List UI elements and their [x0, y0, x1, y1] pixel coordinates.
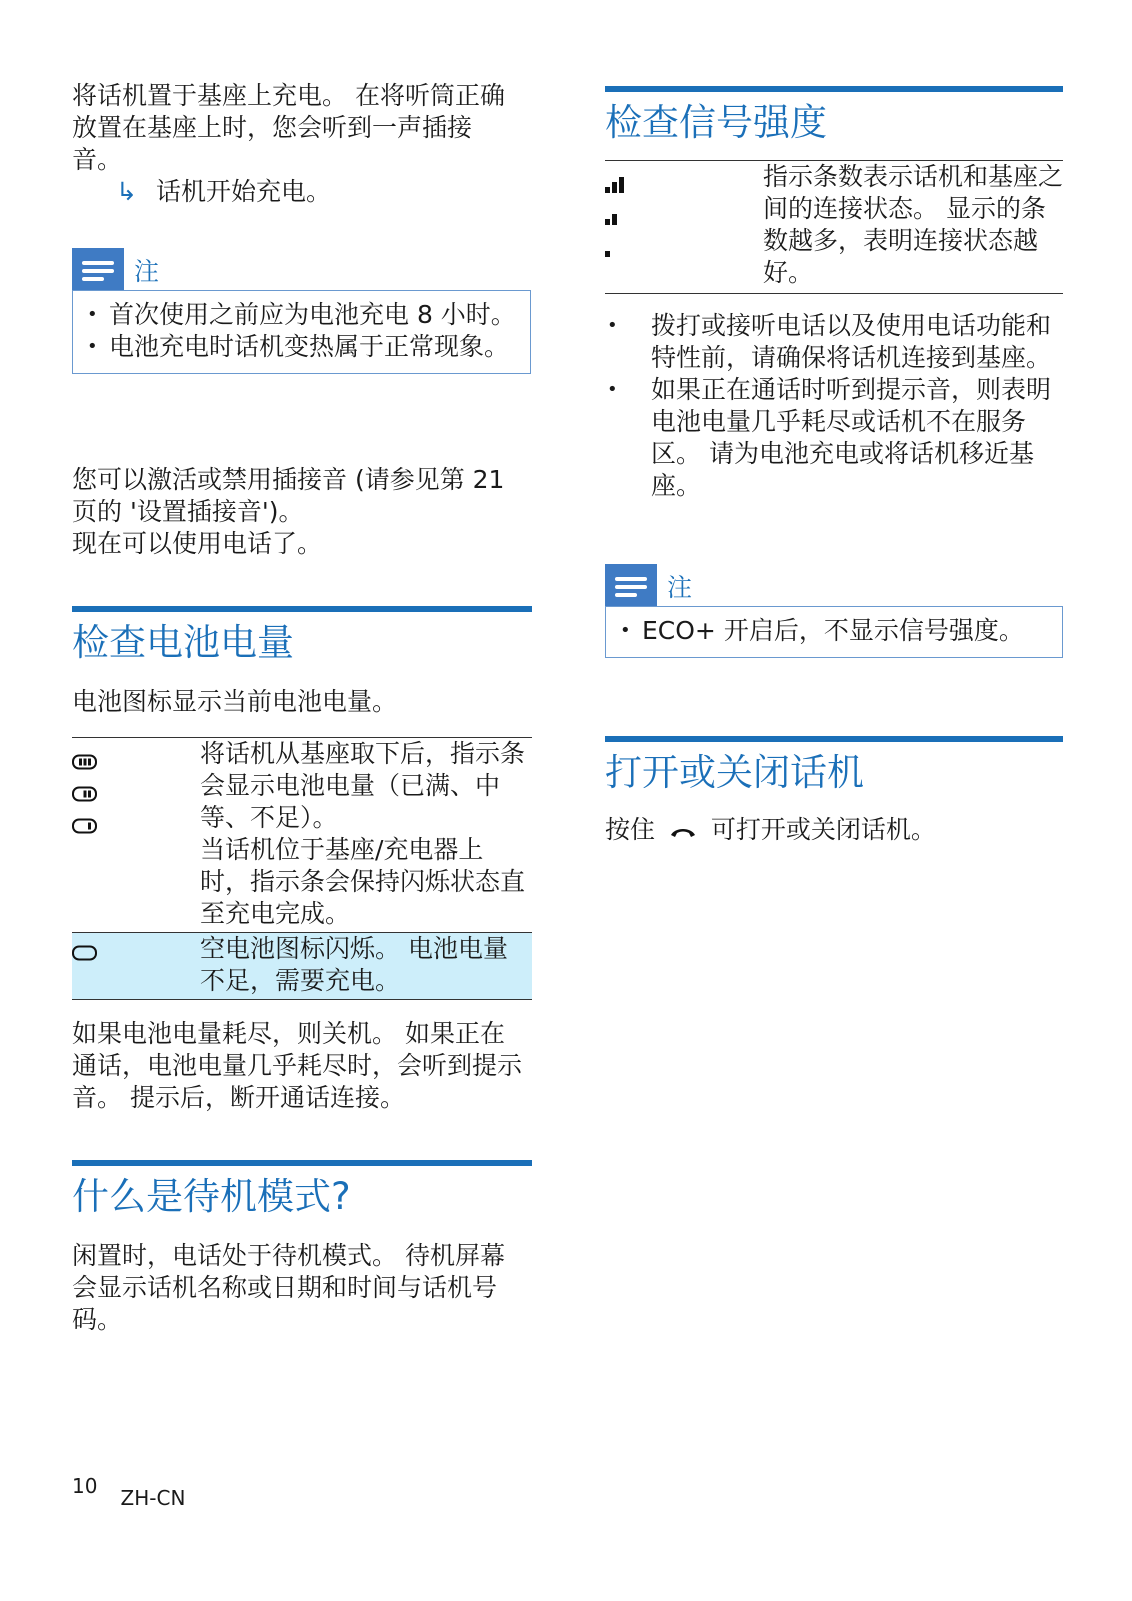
note-header [72, 248, 531, 290]
note-header [605, 564, 1063, 606]
signal-3-bars-icon [605, 169, 763, 201]
power-text-before: 按住 [605, 815, 656, 844]
signal-bullet-item: • 拨打或接听电话以及使用电话功能和特性前，请确保将话机连接到基座。 [605, 310, 1063, 374]
signal-table-row [605, 161, 1063, 293]
battery-table-text [200, 738, 532, 932]
footer [72, 1474, 186, 1510]
battery-drain-text: 如果电池电量耗尽，则关机。 如果正在通话，电池电量几乎耗尽时，会听到提示音。 提示后，断开通话连接。 [72, 1019, 523, 1112]
ready-text: 现在可以使用电话了。 [72, 529, 323, 558]
charging-result [116, 176, 331, 208]
signal-2-bars-icon [605, 201, 763, 233]
battery-table-row-highlight [72, 932, 532, 999]
page-number: 10 [72, 1474, 98, 1498]
note-box [605, 606, 1063, 658]
note-label: 注 [134, 257, 160, 286]
battery-table-row [72, 738, 532, 932]
standby-text: 闲置时，电话处于待机模式。 待机屏幕会显示话机名称或日期和时间与话机号码。 [72, 1241, 505, 1334]
battery-charging-text: 当话机位于基座/充电器上时，指示条会保持闪烁状态直至充电完成。 [200, 835, 526, 928]
power-section-title: 打开或关闭话机 [605, 736, 1063, 796]
signal-section-title: 检查信号强度 [605, 86, 1063, 146]
battery-medium-icon [72, 778, 200, 810]
charging-intro-text: 将话机置于基座上充电。 在将听筒正确放置在基座上时，您会听到一声插接音。 [72, 81, 505, 174]
signal-bullet-item: • 如果正在通话时听到提示音，则表明电池电量几乎耗尽或话机不在服务区。 请为电池充电或将话机移近基座。 [605, 374, 1063, 502]
note-icon [605, 564, 657, 606]
battery-empty-icon [72, 937, 200, 969]
signal-table-text: 指示条数表示话机和基座之间的连接状态。 显示的条数越多，表明连接状态越好。 [763, 162, 1064, 287]
note-item: • ECO+ 开启后，不显示信号强度。 [620, 615, 1048, 647]
note-item: • 电池充电时话机变热属于正常现象。 [87, 331, 516, 363]
dock-tone-text: 您可以激活或禁用插接音 (请参见第 21 页的 '设置插接音')。 [72, 465, 505, 526]
battery-icons-cell [72, 738, 200, 932]
signal-table [605, 160, 1063, 294]
charging-result-text: 话机开始充电。 [156, 177, 332, 206]
standby-section-title: 什么是待机模式? [72, 1160, 532, 1220]
battery-low-icon [72, 810, 200, 842]
power-text [605, 814, 936, 847]
note-item: • 首次使用之前应为电池充电 8 小时。 [87, 299, 516, 331]
battery-empty-text: 空电池图标闪烁。 电池电量不足，需要充电。 [200, 934, 508, 995]
battery-full-icon [72, 746, 200, 778]
end-call-icon [669, 815, 697, 847]
signal-note-block [605, 564, 1063, 658]
battery-section-title: 检查电池电量 [72, 606, 532, 666]
note-block [72, 248, 531, 374]
result-arrow-icon: ↳ [116, 177, 137, 206]
battery-table [72, 737, 532, 1000]
note-box [72, 290, 531, 374]
signal-bullets [605, 310, 1063, 502]
power-text-after: 可打开或关闭话机。 [710, 815, 936, 844]
language-code: ZH-CN [120, 1486, 186, 1510]
signal-icons-cell [605, 161, 763, 293]
battery-empty-icon-cell [72, 933, 200, 999]
battery-intro-text: 电池图标显示当前电池电量。 [72, 687, 398, 716]
battery-levels-text: 将话机从基座取下后，指示条会显示电池电量（已满、中等、不足）。 [200, 739, 526, 832]
note-icon [72, 248, 124, 290]
signal-1-bar-icon [605, 233, 763, 265]
note-label: 注 [667, 573, 693, 602]
